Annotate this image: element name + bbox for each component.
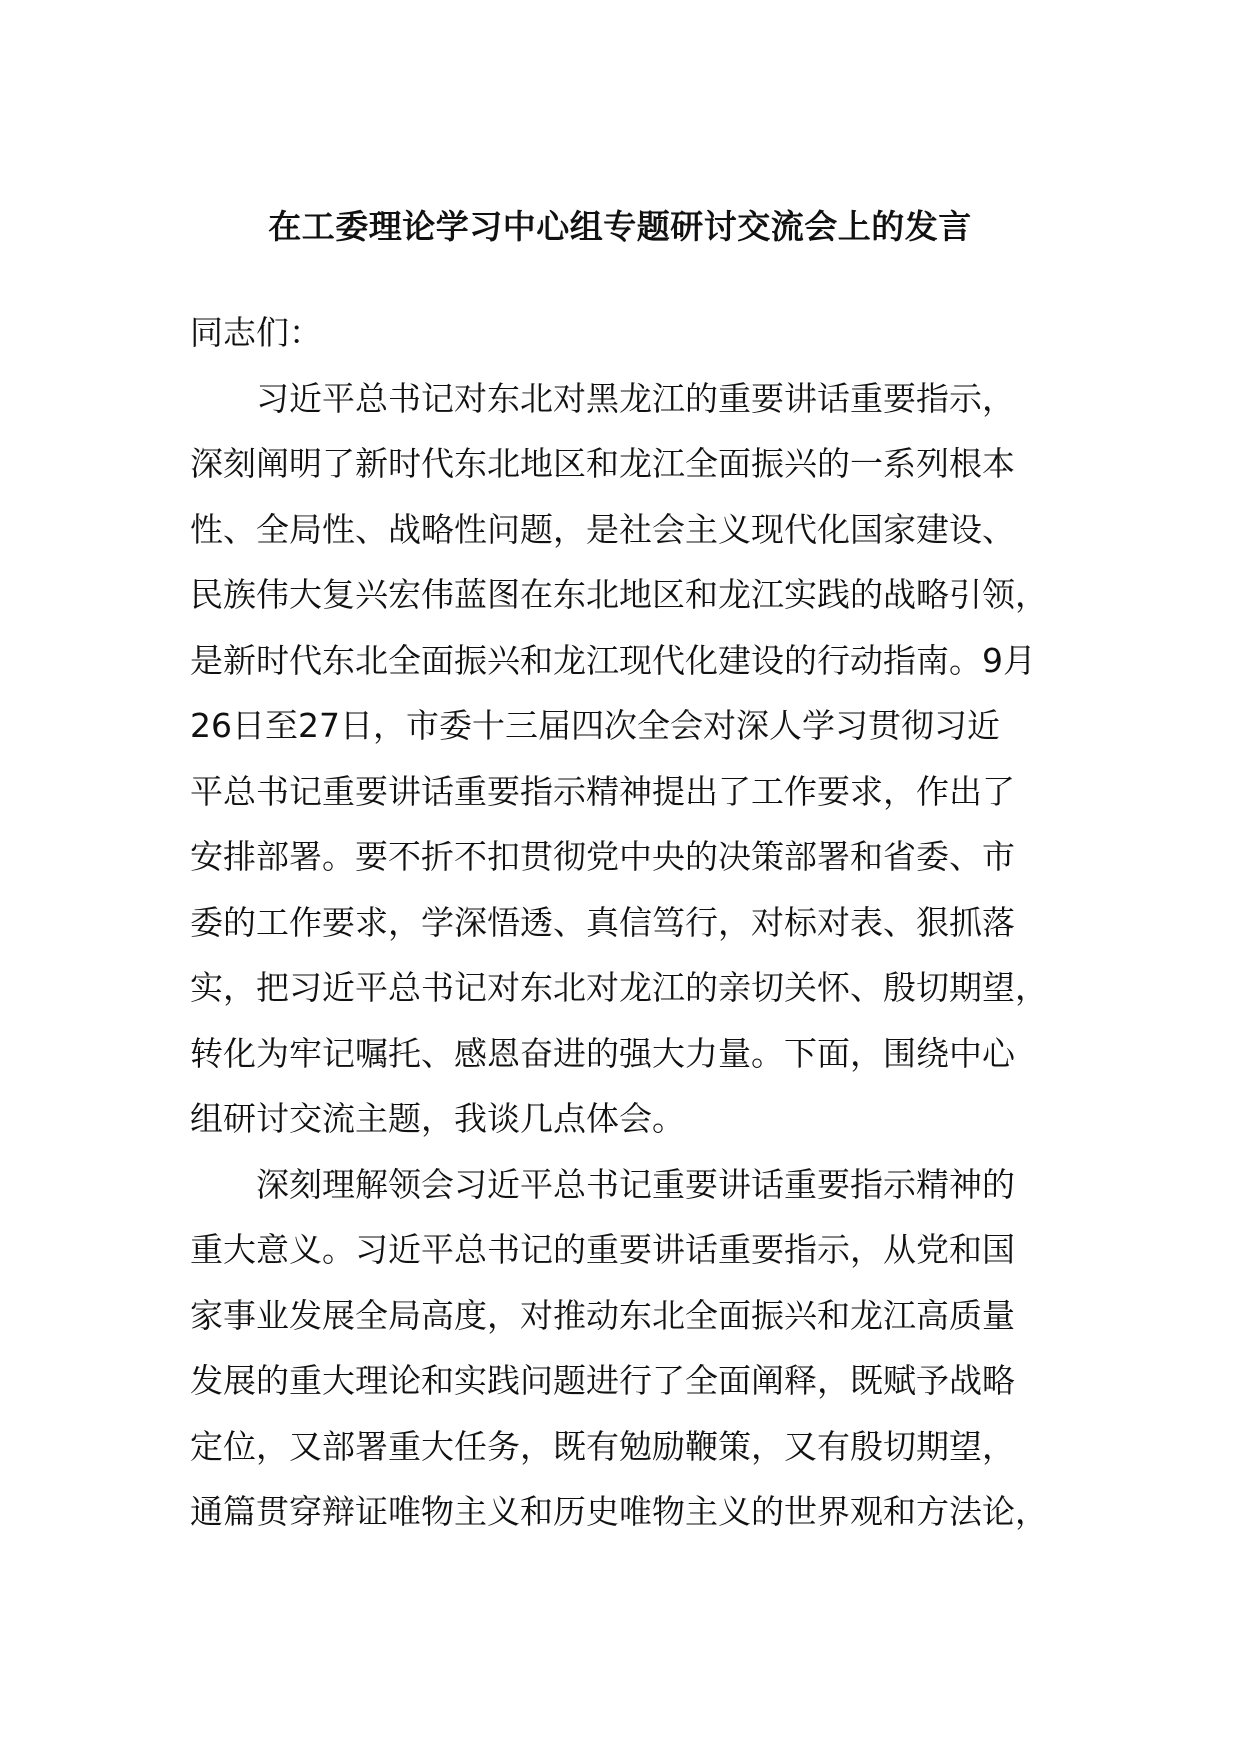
paragraph-2-line-2: 重大意义。习近平总书记的重要讲话重要指示，从党和国 bbox=[190, 1230, 1015, 1269]
salutation-line: 同志们： bbox=[190, 313, 322, 352]
paragraph-1-line-8: 安排部署。要不折不扣贯彻党中央的决策部署和省委、市 bbox=[190, 837, 1015, 876]
paragraph-2-line-1: 深刻理解领会习近平总书记重要讲话重要指示精神的 bbox=[256, 1164, 1015, 1204]
paragraph-1-line-12: 组研讨交流主题，我谈几点体会。 bbox=[190, 1099, 685, 1138]
paragraph-2-line-6: 通篇贯穿辩证唯物主义和历史唯物主义的世界观和方法论， bbox=[190, 1492, 1048, 1531]
paragraph-2-line-4: 发展的重大理论和实践问题进行了全面阐释，既赋予战略 bbox=[190, 1361, 1015, 1400]
paragraph-1-line-9: 委的工作要求，学深悟透、真信笃行，对标对表、狠抓落 bbox=[190, 902, 1015, 942]
document-body bbox=[190, 300, 1070, 1545]
paragraph-2-line-3: 家事业发展全局高度，对推动东北全面振兴和龙江高质量 bbox=[190, 1295, 1015, 1335]
paragraph-1-line-11: 转化为牢记嘱托、感恩奋进的强大力量。下面，围绕中心 bbox=[190, 1033, 1015, 1073]
paragraph-2-line-5: 定位，又部署重大任务，既有勉励鞭策，又有殷切期望， bbox=[190, 1426, 1015, 1466]
document-title: 在工委理论学习中心组专题研讨交流会上的发言 bbox=[268, 207, 972, 246]
paragraph-1-line-2: 深刻阐明了新时代东北地区和龙江全面振兴的一系列根本 bbox=[190, 444, 1015, 483]
paragraph-1-line-1: 习近平总书记对东北对黑龙江的重要讲话重要指示， bbox=[256, 378, 1015, 418]
paragraph-1-line-5: 是新时代东北全面振兴和龙江现代化建设的行动指南。9月 bbox=[190, 640, 1036, 680]
paragraph-1-line-10: 实，把习近平总书记对东北对龙江的亲切关怀、殷切期望， bbox=[190, 968, 1048, 1007]
paragraph-1-line-4: 民族伟大复兴宏伟蓝图在东北地区和龙江实践的战略引领， bbox=[190, 575, 1048, 614]
paragraph-1-line-6: 26日至27日，市委十三届四次全会对深人学习贯彻习近 bbox=[190, 706, 1000, 745]
paragraph-1-line-3: 性、全局性、战略性问题，是社会主义现代化国家建设、 bbox=[190, 509, 1015, 549]
paragraph-1-line-7: 平总书记重要讲话重要指示精神提出了工作要求，作出了 bbox=[190, 771, 1015, 811]
